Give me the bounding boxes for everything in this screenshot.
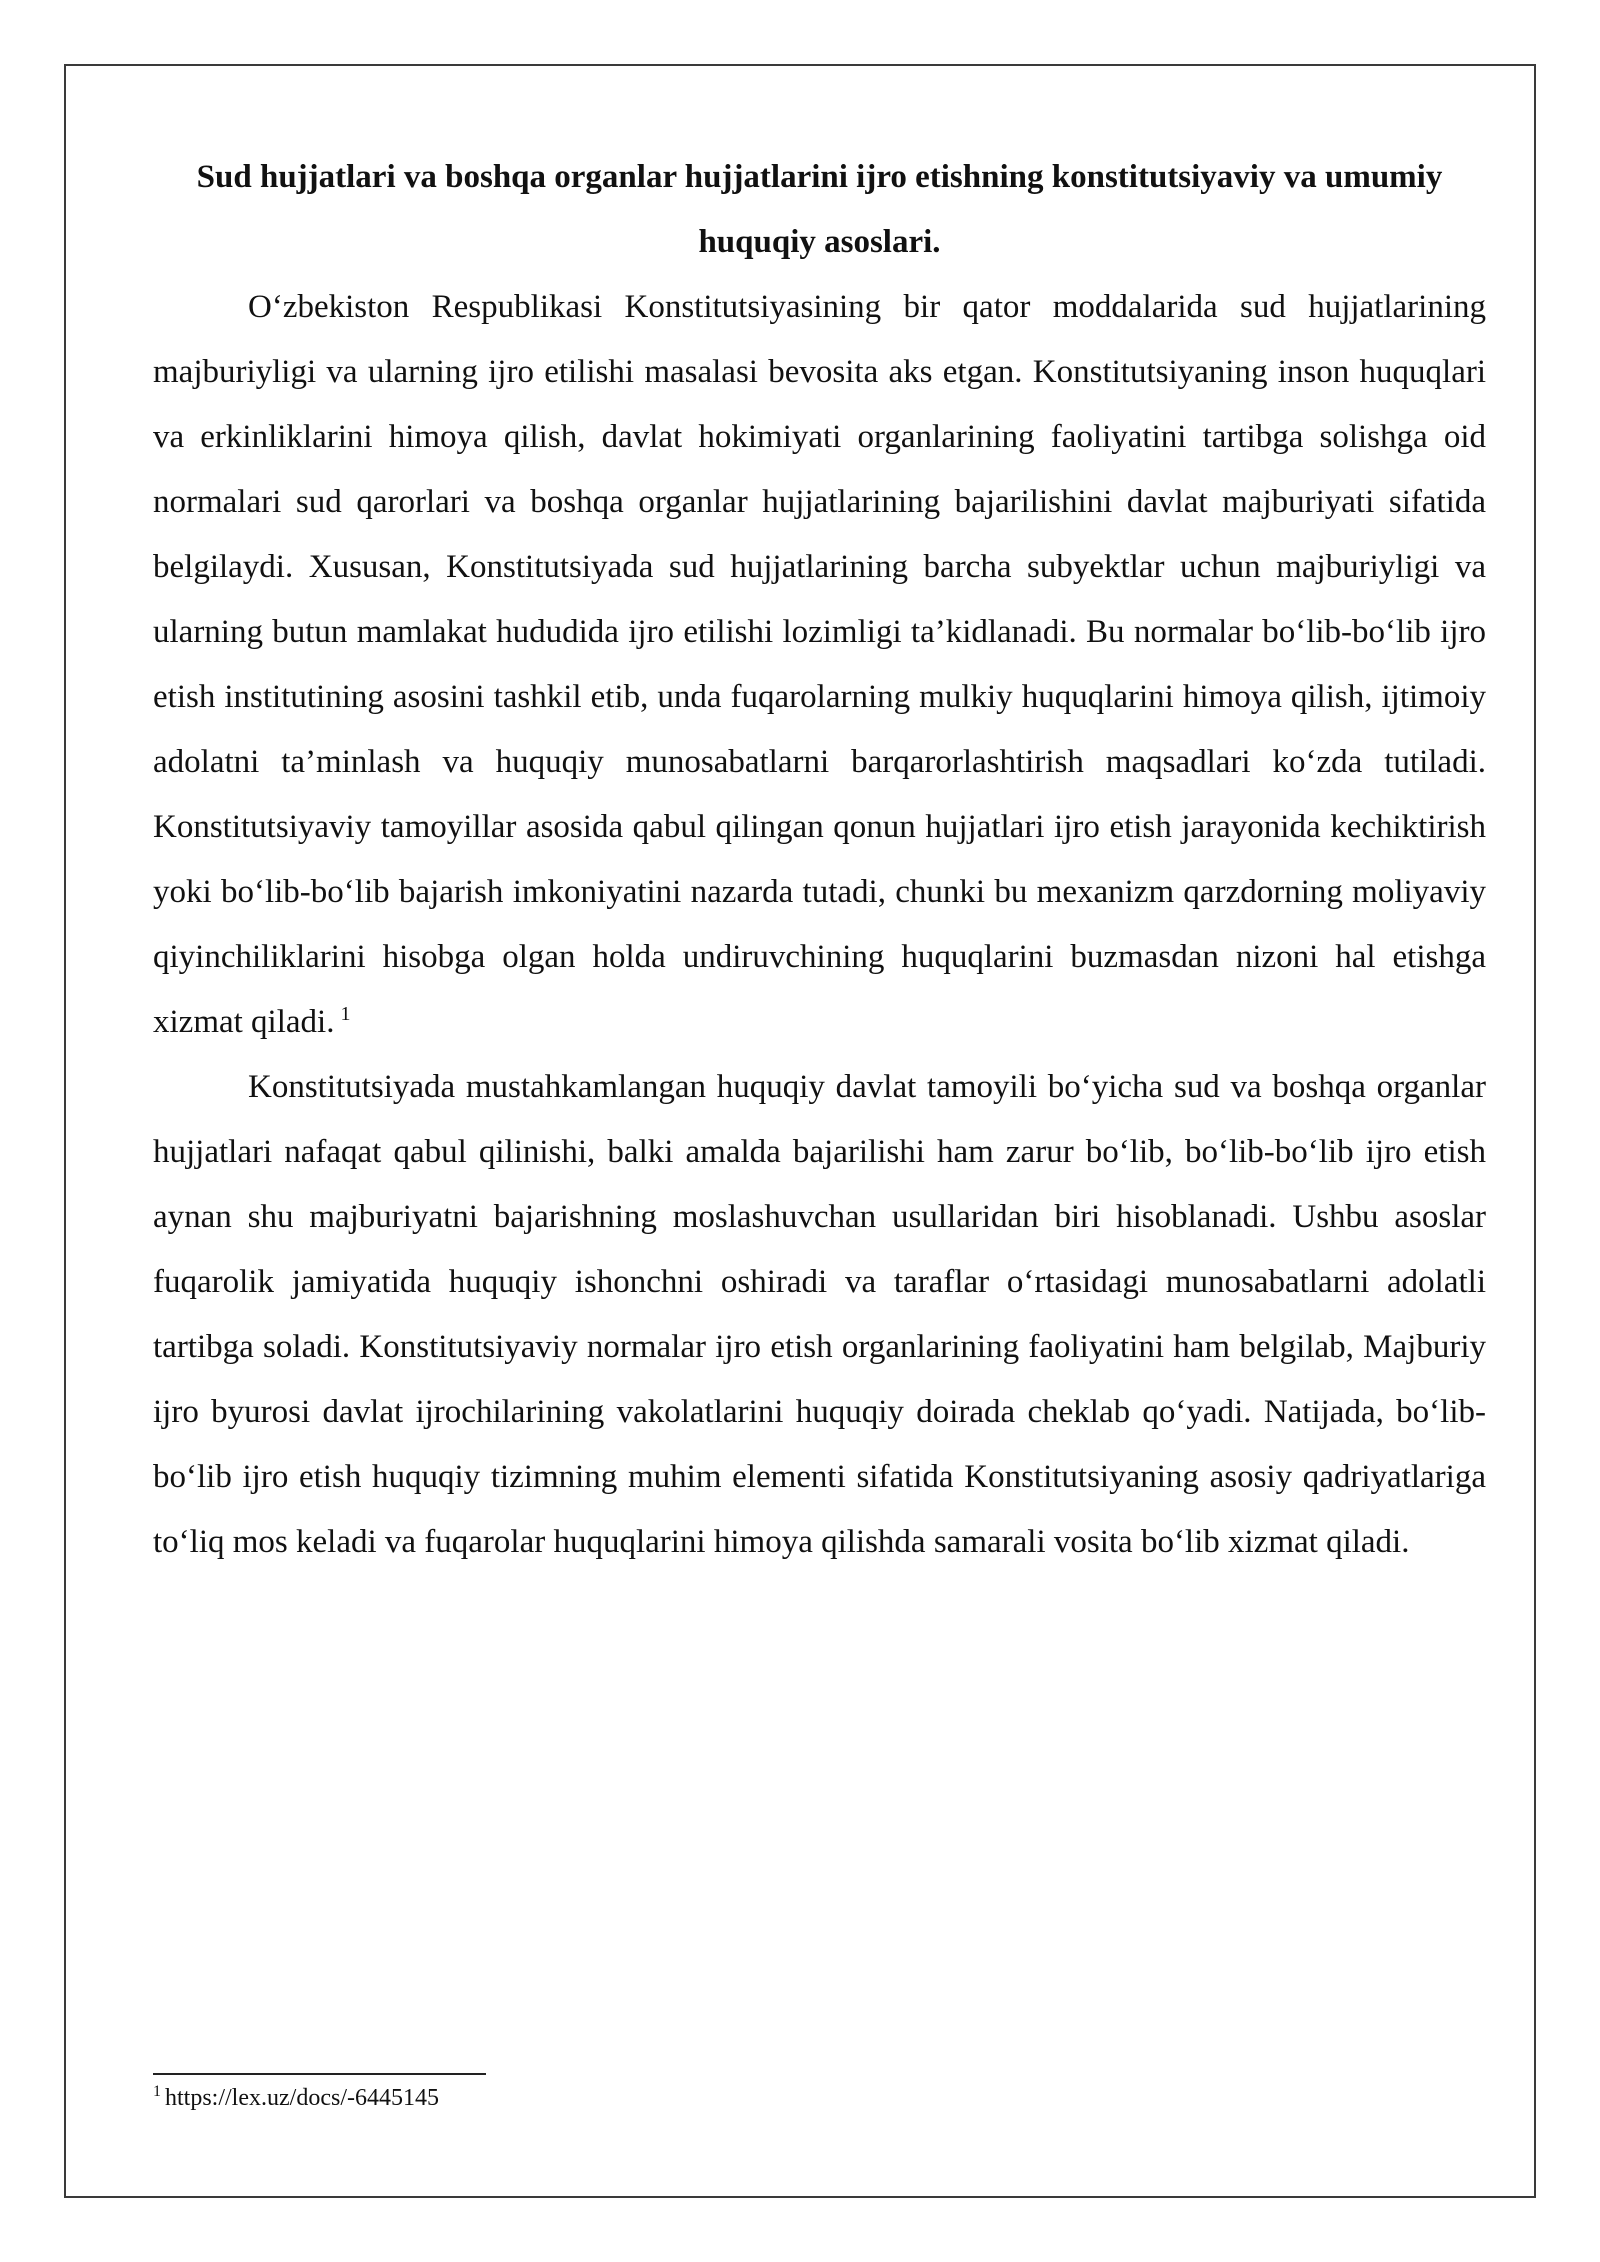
paragraph-2: Konstitutsiyada mustahkamlangan huquqiy davlat tamoyili bo‘yicha sud va boshqa organlar hujjatlari nafaqat qabul qilinishi, balki amalda bajarilishi ham zarur bo‘lib, bo‘lib-bo‘lib ijro etish aynan shu majburiyatni bajarishning moslashuvchan usullaridan biri hisoblanadi. Ushbu asoslar fuqarolik jamiyatida huquqiy ishonchni oshiradi va taraflar o‘rtasidagi munosabatlarni adolatli tartibga soladi. Konstitutsiyaviy normalar ijro etish organlarining faoliyatini ham belgilab, Majburiy ijro byurosi davlat ijrochilarining vakolatlarini huquqiy doirada cheklab qo‘yadi. Natijada, bo‘lib-bo‘lib ijro etish huquqiy tizimning muhim elementi sifatida Konstitutsiyaning asosiy qadriyatlariga to‘liq mos keladi va fuqarolar huquqlarini himoya qilishda samarali vosita bo‘lib xizmat qiladi. bbox=[153, 1069, 1486, 1560]
footnote-separator bbox=[153, 2073, 486, 2075]
footnote-area bbox=[153, 2073, 1486, 2113]
footnote-link[interactable]: https://lex.uz/docs/-6445145 bbox=[165, 2085, 439, 2111]
document-body bbox=[153, 145, 1486, 1575]
footnote-reference[interactable]: 1 bbox=[340, 1003, 351, 1025]
document-title: Sud hujjatlari va boshqa organlar hujjatlarini ijro etishning konstitutsiyaviy va umumiy huquqiy asoslari. bbox=[196, 159, 1443, 260]
footnote-number: 1 bbox=[153, 2083, 161, 2100]
footnote bbox=[153, 2083, 1486, 2113]
paragraph-1 bbox=[153, 275, 1486, 1055]
paragraph-1-text: O‘zbekiston Respublikasi Konstitutsiyasining bir qator moddalarida sud hujjatlarining majburiyligi va ularning ijro etilishi masalasi bevosita aks etgan. Konstitutsiyaning inson huquqlari va erkinliklarini himoya qilish, davlat hokimiyati organlarining faoliyatini tartibga solishga oid normalari sud qarorlari va boshqa organlar hujjatlarining bajarilishini davlat majburiyati sifatida belgilaydi. Xususan, Konstitutsiyada sud hujjatlarining barcha subyektlar uchun majburiyligi va ularning butun mamlakat hududida ijro etilishi lozimligi ta’kidlanadi. Bu normalar bo‘lib-bo‘lib ijro etish institutining asosini tashkil etib, unda fuqarolarning mulkiy huquqlarini himoya qilish, ijtimoiy adolatni ta’minlash va huquqiy munosabatlarni barqarorlashtirish maqsadlari ko‘zda tutiladi. Konstitutsiyaviy tamoyillar asosida qabul qilingan qonun hujjatlari ijro etish jarayonida kechiktirish yoki bo‘lib-bo‘lib bajarish imkoniyatini nazarda tutadi, chunki bu mexanizm qarzdorning moliyaviy qiyinchiliklarini hisobga olgan holda undiruvchining huquqlarini buzmasdan nizoni hal etishga xizmat qiladi. bbox=[153, 289, 1486, 1040]
